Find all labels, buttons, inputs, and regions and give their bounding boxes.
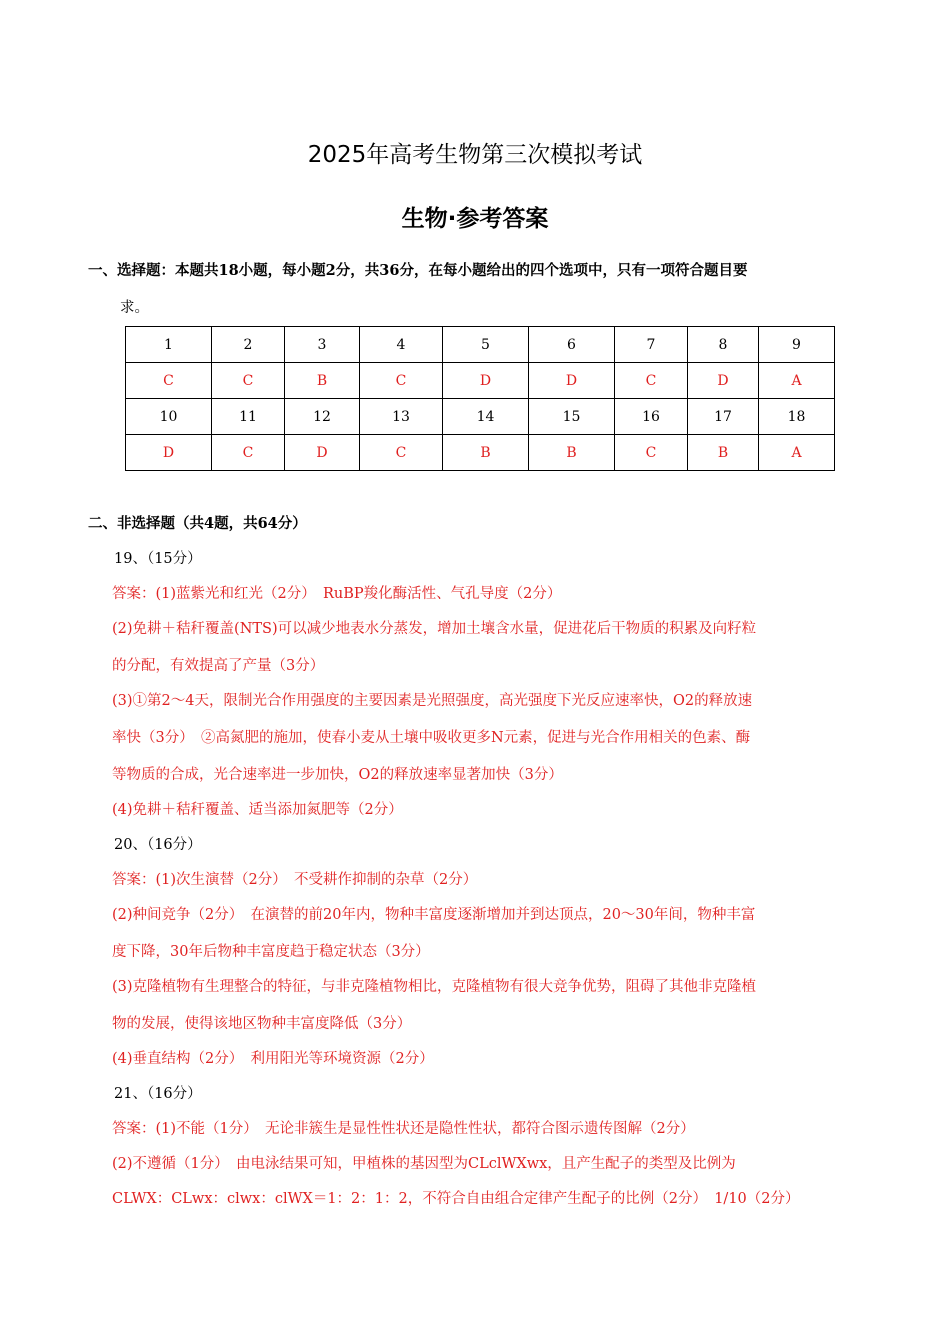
answer-cell: C	[212, 435, 285, 471]
question-number-cell: 6	[529, 327, 615, 363]
answer-cell: A	[759, 363, 835, 399]
answer-cell: D	[126, 435, 212, 471]
question-number-cell: 12	[285, 399, 360, 435]
question-number-cell: 17	[688, 399, 759, 435]
page-title: 2025年高考生物第三次模拟考试	[307, 142, 643, 168]
section1-heading-cont: 求。	[120, 300, 149, 316]
question-number-cell: 10	[126, 399, 212, 435]
answer-line: 答案：(1)次生演替（2分） 不受耕作抑制的杂草（2分）	[112, 872, 478, 888]
section1-heading: 一、选择题：本题共18小题，每小题2分，共36分，在每小题给出的四个选项中，只有一项符合题目要	[88, 262, 748, 279]
answer-line: 率快（3分） ②高氮肥的施加，使春小麦从土壤中吸收更多N元素，促进与光合作用相关的色素、酶	[112, 730, 751, 746]
question-number-cell: 15	[529, 399, 615, 435]
answer-cell: C	[615, 435, 688, 471]
answer-cell: C	[360, 435, 443, 471]
question-number-cell: 9	[759, 327, 835, 363]
question-number-cell: 1	[126, 327, 212, 363]
question-number-cell: 2	[212, 327, 285, 363]
answer-line: 答案：(1)蓝紫光和红光（2分） RuBP羧化酶活性、气孔导度（2分）	[112, 586, 562, 602]
answer-line: CLWX：CLwx：clwx：clWX＝1：2：1：2，不符合自由组合定律产生配子的比例（2分） 1/10（2分）	[112, 1191, 800, 1207]
answer-cell: C	[212, 363, 285, 399]
answer-line: 的分配，有效提高了产量（3分）	[112, 658, 325, 674]
answer-line: (3)①第2～4天，限制光合作用强度的主要因素是光照强度，高光强度下光反应速率快，O2的释放速	[112, 693, 753, 709]
question-number-cell: 11	[212, 399, 285, 435]
question-header: 21、（16分）	[114, 1086, 202, 1102]
answer-cell: D	[285, 435, 360, 471]
answer-cell: D	[688, 363, 759, 399]
question-number-cell: 3	[285, 327, 360, 363]
question-number-cell: 5	[443, 327, 529, 363]
answer-row	[126, 363, 835, 399]
answer-cell: C	[126, 363, 212, 399]
question-number-cell: 13	[360, 399, 443, 435]
answer-row	[126, 435, 835, 471]
answer-table	[125, 326, 835, 471]
question-number-cell: 16	[615, 399, 688, 435]
question-header: 20、（16分）	[114, 837, 202, 853]
answer-cell: D	[529, 363, 615, 399]
answer-line: 答案：(1)不能（1分） 无论非簇生是显性性状还是隐性性状，都符合图示遗传图解（2分）	[112, 1121, 695, 1137]
answer-cell: B	[285, 363, 360, 399]
answer-cell: D	[443, 363, 529, 399]
answer-cell: B	[688, 435, 759, 471]
answer-cell: A	[759, 435, 835, 471]
question-header: 19、（15分）	[114, 551, 202, 567]
answer-cell: C	[615, 363, 688, 399]
answer-line: (2)种间竞争（2分） 在演替的前20年内，物种丰富度逐渐增加并到达顶点，20～30年间，物种丰富	[112, 907, 756, 923]
question-number-cell: 7	[615, 327, 688, 363]
question-number-row	[126, 327, 835, 363]
question-number-row	[126, 399, 835, 435]
answer-cell: C	[360, 363, 443, 399]
answer-line: 等物质的合成，光合速率进一步加快，O2的释放速率显著加快（3分）	[112, 767, 563, 783]
answer-line: 物的发展，使得该地区物种丰富度降低（3分）	[112, 1016, 412, 1032]
answer-cell: B	[529, 435, 615, 471]
question-number-cell: 18	[759, 399, 835, 435]
answer-line: 度下降，30年后物种丰富度趋于稳定状态（3分）	[112, 944, 430, 960]
page-subtitle: 生物·参考答案	[401, 206, 549, 232]
answer-cell: B	[443, 435, 529, 471]
answer-line: (2)不遵循（1分） 由电泳结果可知，甲植株的基因型为CLclWXwx，且产生配子的类型及比例为	[112, 1156, 736, 1172]
question-number-cell: 8	[688, 327, 759, 363]
answer-line: (3)克隆植物有生理整合的特征，与非克隆植物相比，克隆植物有很大竞争优势，阻碍了其他非克隆植	[112, 979, 757, 995]
answer-line: (4)免耕＋秸秆覆盖、适当添加氮肥等（2分）	[112, 802, 403, 818]
answer-line: (4)垂直结构（2分） 利用阳光等环境资源（2分）	[112, 1051, 434, 1067]
answer-line: (2)免耕＋秸秆覆盖(NTS)可以减少地表水分蒸发，增加土壤含水量，促进花后干物质的积累及向籽粒	[112, 621, 757, 637]
question-number-cell: 14	[443, 399, 529, 435]
question-number-cell: 4	[360, 327, 443, 363]
section2-heading: 二、非选择题（共4题，共64分）	[88, 515, 307, 532]
